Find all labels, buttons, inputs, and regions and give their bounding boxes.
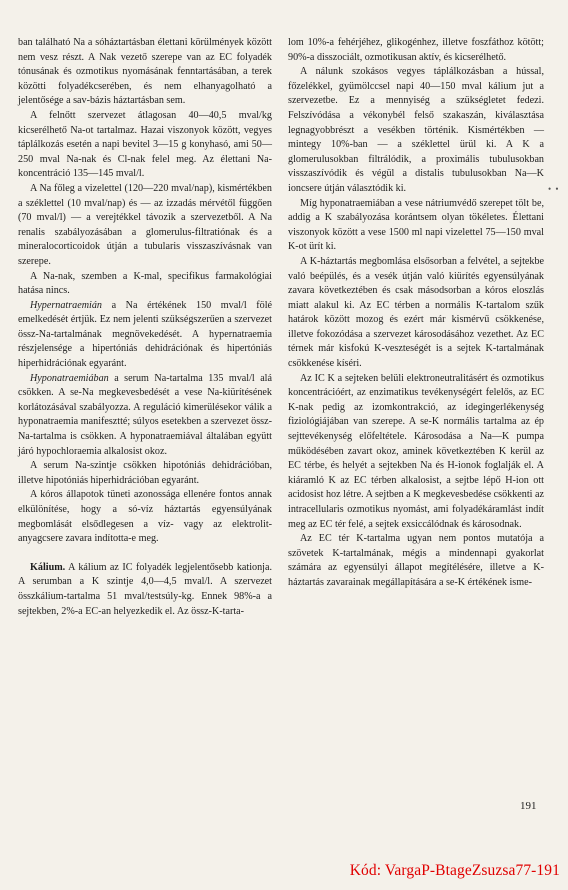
term-hyponatraemia: Hyponatraemiában [30, 372, 109, 384]
section-heading-kalium: Kálium. [30, 561, 66, 573]
paragraph: A kóros állapotok tüneti azonossága ellenére fontos annak elkülönítése, hogy a só-víz háztartás egyensúlyának megbomlását elsődlegesen a víz- vagy az elektrolit-anyagcsere zavara indította-e meg. [18, 489, 272, 545]
paragraph: A Na főleg a vizelettel (120—220 mval/nap), kismértékben a széklettel (10 mval/nap) és — az izzadás mérvétől függően (70 mval/l) — a verejtékkel távozik a szervezetből. A Na renalis szabályozásában a glomerulus-filtratiónak és a mineralocorticoidok útján a tubularis visszaszívásnak van szerepe. [18, 182, 272, 267]
left-text-column [18, 36, 272, 619]
code-label: Kód: VargaP-BtageZsuzsa77-191 [349, 862, 560, 879]
paragraph: lom 10%-a fehérjéhez, glikogénhez, illetve foszfáthoz kötött; 90%-a disszociált, ozmotikusan aktív, és kicserélhető. [288, 37, 544, 63]
paragraph: Az EC tér K-tartalma ugyan nem pontos mutatója a szövetek K-tartalmának, mégis a mindennapi gyakorlat számára az egyensúlyi állapot megítélésére, illetve a K-háztartás zavarainak megállapítására a se-K értékének isme- [288, 533, 544, 588]
paragraph-text: a serum Na-tartalma 135 mval/l alá csökken. A se-Na megkevesbedését a vese Na-kiürítésének korlátozásával szabályozza. A reguláció kimerülésekor válik a hyponatraemia manifesztté; súlyos esetekben a szervezet össz-Na-tartalma is csökken. A hyponatraemiával általában együtt járó hypochloraemia alkalosist okoz. [18, 372, 272, 457]
paragraph [18, 372, 272, 460]
paragraph: ban található Na a sóháztartásban élettani körülmények között nem vesz részt. A Nak vezető szerepe van az EC folyadék tónusának és ozmotikus nyomásának fenntartásában, a terek közötti folyadékcserében, és nem elhanyagolható a jelentősége a sav-bázis háztartásban sem. [18, 37, 272, 107]
margin-mark: • • [548, 184, 560, 194]
page-number: 191 [520, 800, 537, 812]
right-text-column [288, 36, 544, 591]
paragraph-text: a Na értékének 150 mval/l fölé emelkedését értjük. Ez nem jelenti szükségszerűen a szervezet össz-Na-tartalmának megnövekedését. A hypernatraemia részjelensége a hipertóniás dehidrációnak és hipertóniás hiperhidrációnak egyaránt. [18, 299, 272, 370]
paragraph: A Na-nak, szemben a K-mal, specifikus farmakológiai hatása nincs. [18, 270, 272, 297]
paragraph: A serum Na-szintje csökken hipotóniás dehidrációban, illetve hipotóniás hiperhidrációban egyaránt. [18, 460, 272, 486]
paragraph: A K-háztartás megbomlása elsősorban a felvétel, a sejtekbe való beépülés, és a vesék útján való kiürítés egyensúlyának zavara következtében és csak másodsorban a kóros eloszlás miatt alakul ki. Az EC térben a normális K-tartalom szűk határok között mozog és ezért már kismérvű csökkenése, illetve fokozódása a szervezet károsodásához vezethet. Az EC térnek már kisfokú K-veszteségét is a sejtek K-tartalmának csökkenése kíséri. [288, 255, 544, 370]
paragraph: A nálunk szokásos vegyes táplálkozásban a hússal, főzelékkel, gyümölccsel napi 40—150 mval kálium jut a szervezetbe. Ez a mennyiség a szükségletet fedezi. Felszívódása a vékonybél felső szakaszán, kiválasztása legnagyobbrészt a vesékben történik. Kismértékben — mintegy 10%-ban — a széklettel ürül ki. A K a glomerulusokban filtrálódik, a proximális tubulusokban visszaszívódik és végül a distalis tubulusokban Na—K ioncsere útján választódik ki. [288, 66, 544, 194]
paragraph [18, 561, 272, 619]
paragraph: A felnőtt szervezet átlagosan 40—40,5 mval/kg kicserélhető Na-ot tartalmaz. Hazai viszonyok között, vegyes táplálkozás esetén a napi bevitel 3—15 g konyhasó, ami 50—250 mval Na-nak és Cl-nak felel meg. Az élettani Na-koncentráció 135—145 mval/l. [18, 109, 272, 180]
paragraph-text: A kálium az IC folyadék legjelentősebb kationja. A serumban a K szintje 4,0—4,5 mval/l. A szervezet összkálium-tartalma 51 mval/testsúly-kg. Ennek 98%-a a sejtekben, 2%-a EC-an helyezkedik el. Az össz-K-tarta- [18, 561, 272, 617]
paragraph: Az IC K a sejteken belüli elektroneutralitásért és ozmotikus koncentrációért, az enzimatikus tevékenységért felelős, az EC K-nak pedig az izomkontrakció, az idegingerlékenység fiziológiájában van szerepe. A se-K normális tartalma az ép sejttevékenység előfeltétele. Károsodása a Na—K pumpa működésében zavart okoz, aminek következtében K kerül az EC térbe, és helyét a sejtekben Na és H-ionok foglalják el. A kiáramló K az EC térben alkalosist, a sejtbe lépő H-ion ott acidosist hoz létre. A sejtben a K megkevesbedése csökkenti az intracellularis ozmotikus nyomást, ami folyadékáramlást indít meg az EC tér felé, a sejtek exsiccálódnak és károsodnak. [288, 372, 544, 530]
term-hypernatraemia: Hypernatraemián [30, 299, 102, 311]
paragraph [18, 299, 272, 372]
paragraph: Míg hyponatraemiában a vese nátriumvédő szerepet tölt be, addig a K szabályozása korántsem olyan tökéletes. Élettani viszonyok között a vese 1500 ml napi vizelettel 75—150 mval K-ot ürít ki. [288, 197, 544, 253]
